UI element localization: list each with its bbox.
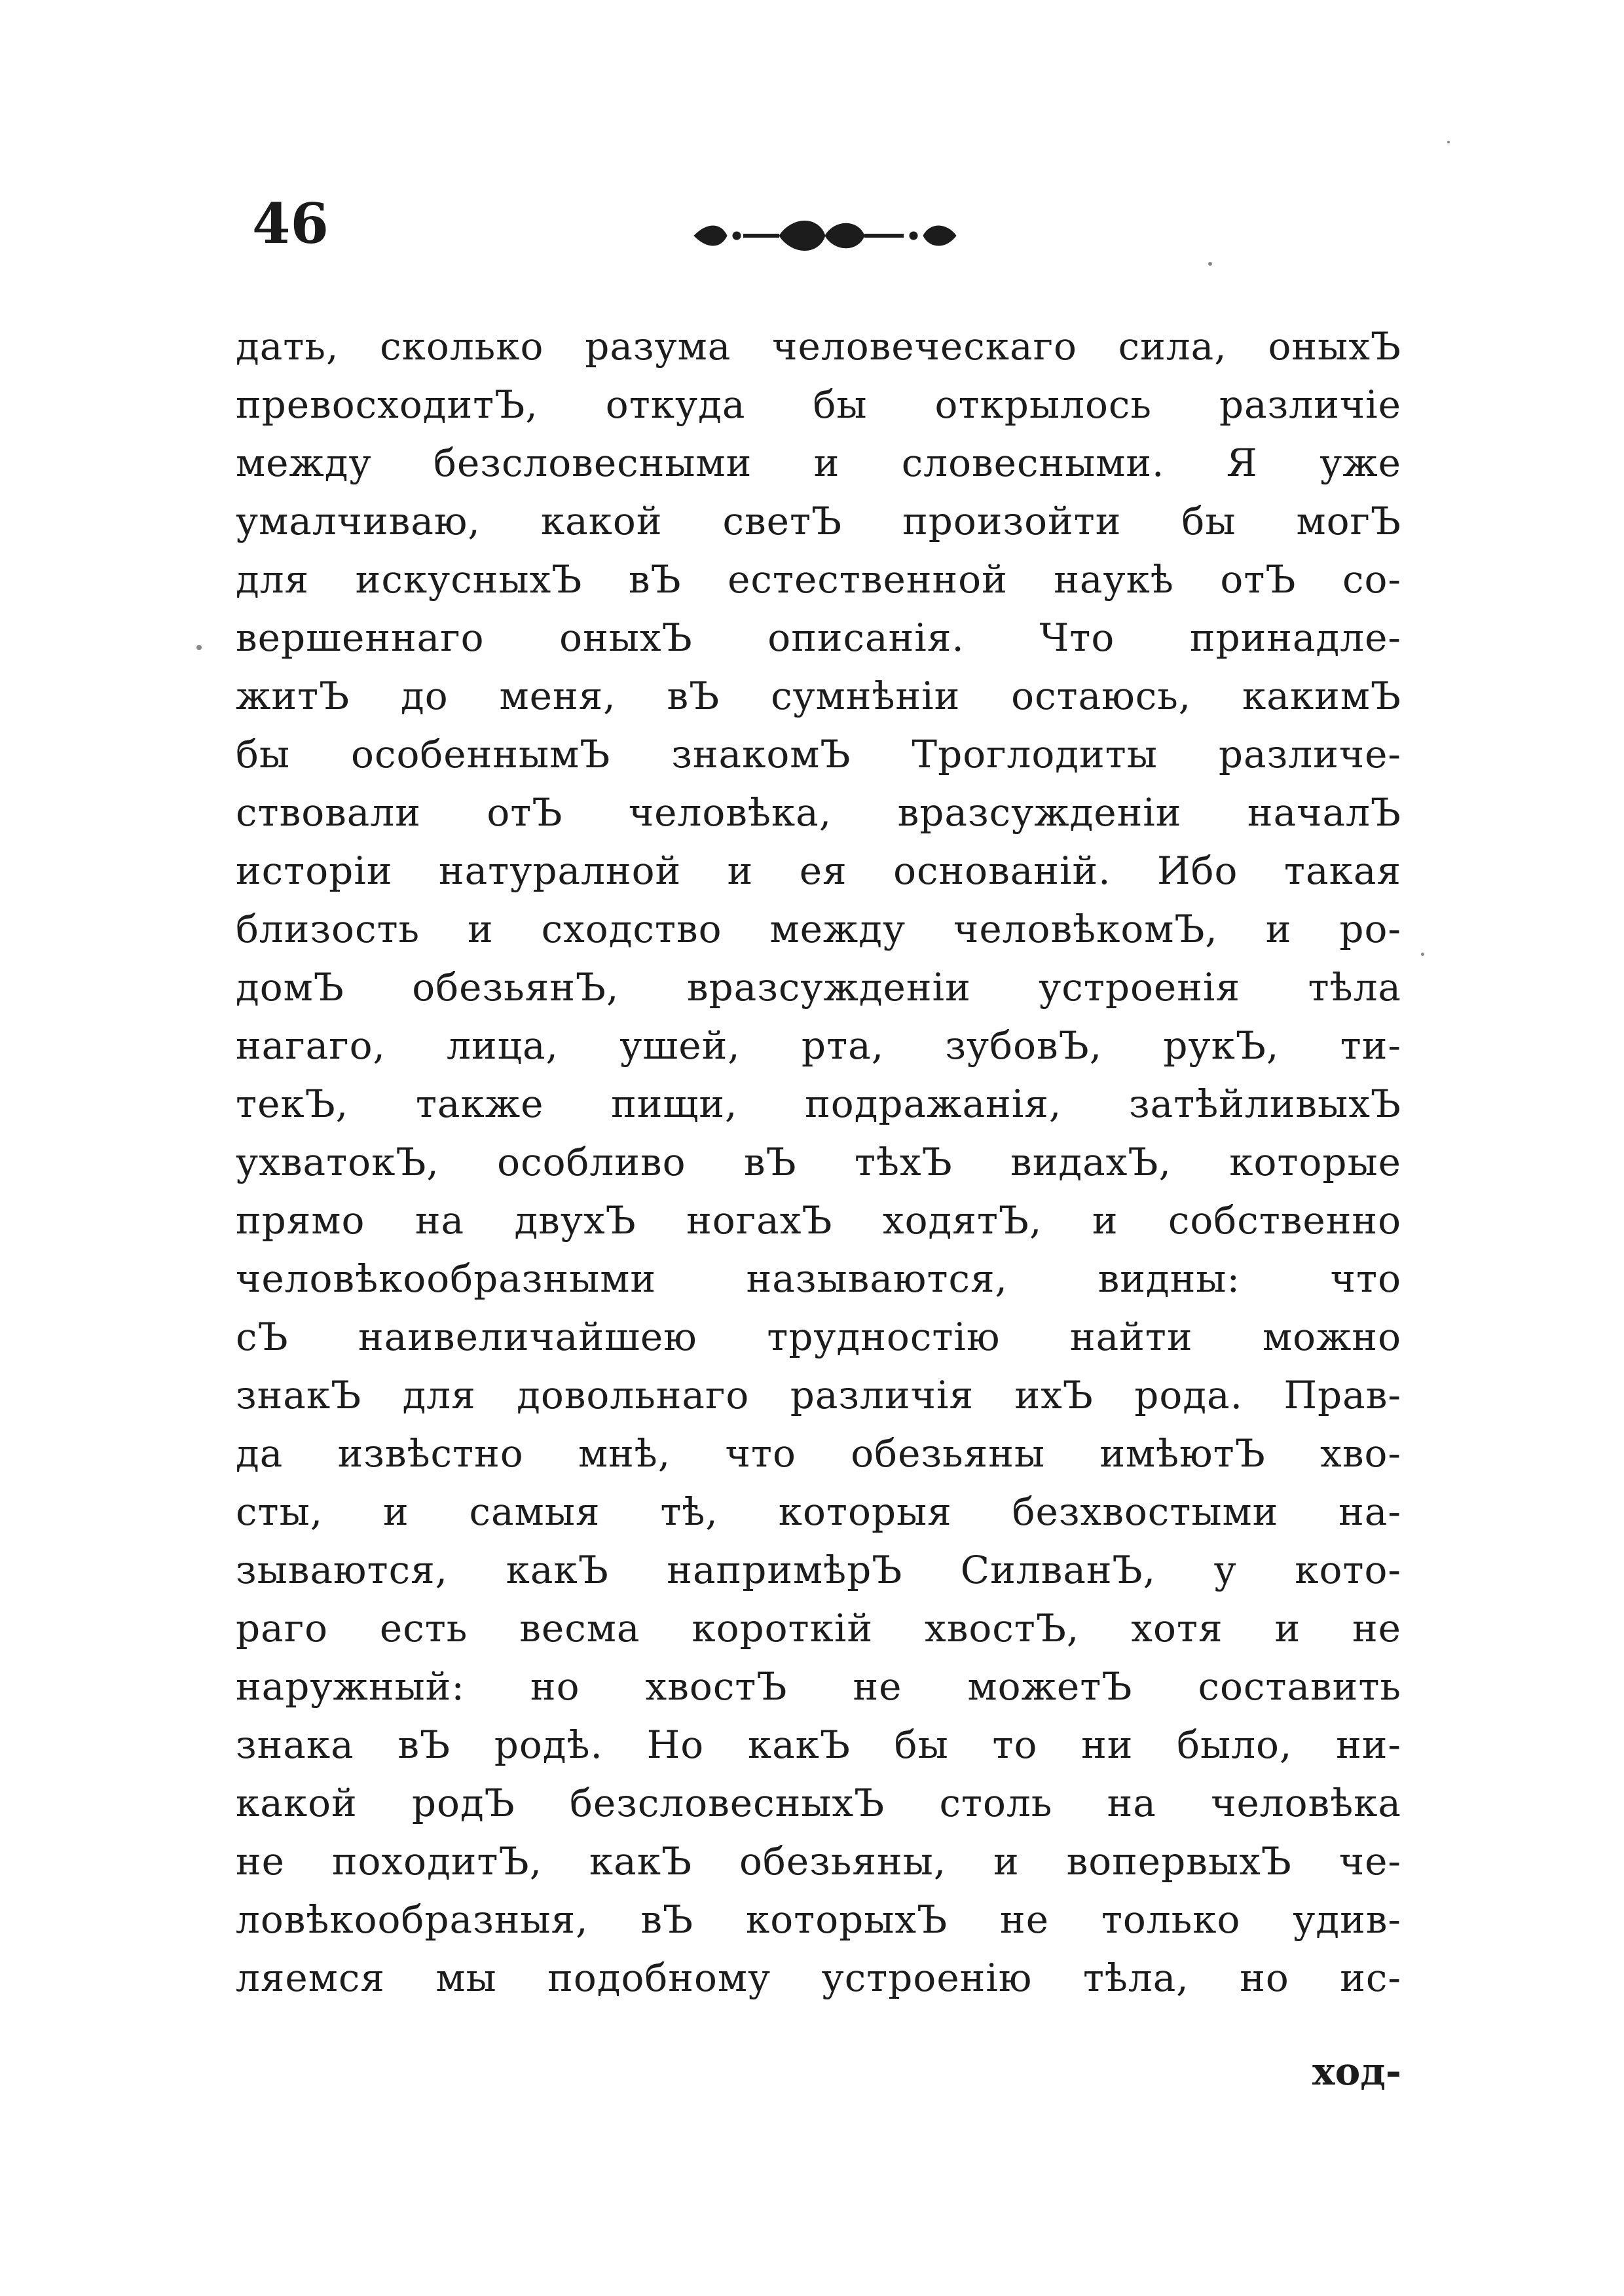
text-line: вершеннаго оныхЪ описанiя. Что принадле- [236, 615, 1401, 660]
text-line: прямо на двухЪ ногахЪ ходятЪ, и собственно [236, 1198, 1401, 1243]
text-line: сЪ наивеличайшею трудностiю найти можно [236, 1315, 1401, 1359]
text-line: ловѣкообразныя, вЪ которыхЪ не только удив- [236, 1897, 1401, 1942]
text-line: ляемся мы подобному устроенiю тѣла, но ис- [236, 1956, 1401, 2000]
text-line: знака вЪ родѣ. Но какЪ бы то ни было, ни- [236, 1722, 1401, 1767]
main-text [236, 318, 1401, 2007]
text-line: для искусныхЪ вЪ естественной наукѣ отЪ со- [236, 557, 1401, 602]
text-line: сты, и самыя тѣ, которыя безхвостыми на- [236, 1489, 1401, 1534]
text-line: знакЪ для довольнаго различiя ихЪ рода. Прав- [236, 1373, 1401, 1417]
text-line: человѣкообразными называются, видны: что [236, 1256, 1401, 1301]
text-line: зываются, какЪ напримѣрЪ СилванЪ, у кото- [236, 1548, 1401, 1592]
text-line: близость и сходство между человѣкомЪ, и ро- [236, 907, 1401, 951]
page-number: 46 [252, 191, 329, 256]
text-line: бы особеннымЪ знакомЪ Троглодиты различе- [236, 732, 1401, 776]
text-line: нагаго, лица, ушей, рта, зубовЪ, рукЪ, ти- [236, 1023, 1401, 1068]
text-line: исторiи натуралной и ея основанiй. Ибо такая [236, 848, 1401, 893]
paper-speck [1447, 141, 1450, 143]
text-line: между безсловесными и словесными. Я уже [236, 441, 1401, 485]
text-line: дать, сколько разума человеческаго сила, оныхЪ [236, 324, 1401, 369]
paper-speck [1421, 953, 1424, 956]
text-line: умалчиваю, какой светЪ произойти бы могЪ [236, 499, 1401, 543]
paper-speck [1208, 262, 1212, 266]
paper-speck [196, 645, 202, 650]
catchword: ход- [1312, 2049, 1401, 2094]
text-line: наружный: но хвостЪ не можетЪ составить [236, 1664, 1401, 1709]
text-line: ствовали отЪ человѣка, вразсужденiи началЪ [236, 790, 1401, 835]
ornament-headpiece [688, 210, 963, 262]
text-line: не походитЪ, какЪ обезьяны, и вопервыхЪ че- [236, 1839, 1401, 1884]
text-line: раго есть весма короткiй хвостЪ, хотя и не [236, 1606, 1401, 1650]
text-line: да извѣстно мнѣ, что обезьяны имѣютЪ хво- [236, 1431, 1401, 1476]
text-line: превосходитЪ, откуда бы открылось различiе [236, 382, 1401, 427]
text-line: житЪ до меня, вЪ сумнѣнiи остаюсь, какимЪ [236, 674, 1401, 718]
text-line: текЪ, также пищи, подражанiя, затѣйливыхЪ [236, 1082, 1401, 1126]
text-line: ухватокЪ, особливо вЪ тѣхЪ видахЪ, которые [236, 1140, 1401, 1184]
text-line: домЪ обезьянЪ, вразсужденiи устроенiя тѣла [236, 965, 1401, 1010]
text-line: какой родЪ безсловесныхЪ столь на человѣка [236, 1781, 1401, 1825]
